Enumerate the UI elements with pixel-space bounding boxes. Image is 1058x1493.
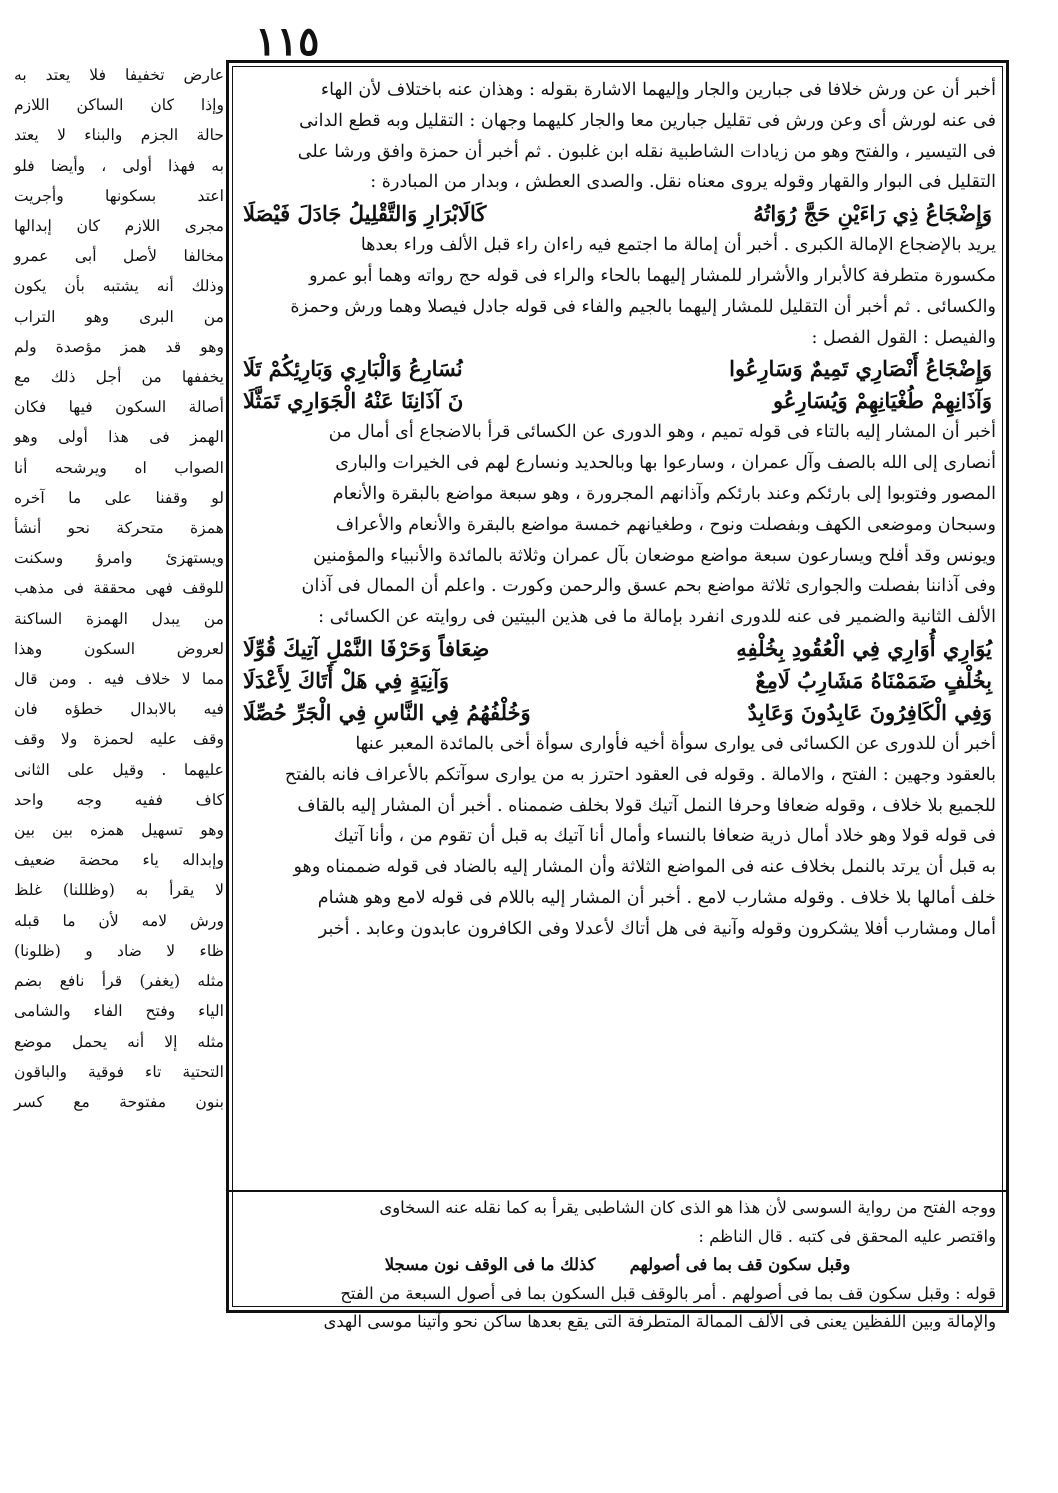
margin-line: عارض تخفيفا فلا يعتد به [14, 66, 224, 84]
margin-line: ورش لامه لأن ما قبله [14, 911, 224, 930]
footnote-line: واقتصر عليه المحقق فى كتبه . قال الناظم : [698, 1226, 996, 1246]
margin-line: مخالفا لأصل أبى عمرو [14, 247, 224, 266]
margin-line: مجرى اللازم كان إبدالها [14, 217, 224, 236]
verse-first-hemistich: وَفِي الْكَافِرُونَ عَابِدُونَ وَعَابِدٌ [747, 699, 992, 725]
margin-line: ظاء لا ضاد و (ظلونا) [14, 941, 224, 960]
verse-second-hemistich: ضِعَافاً وَحَرْفَا النَّمْلِ آتِيكَ قُوِّلَا [243, 635, 490, 661]
footnote-line: والإمالة وبين اللفظين يعنى فى الألف الممالة المتطرفة التى يقع بعدها ساكن نحو وآتينا موسى الهدى [323, 1312, 996, 1331]
commentary-line: وسبحان وموضعى الكهف وبفصلت ونوح ، وطغيانهم خمسة مواضع بالبقرة والأنعام والأعراف [335, 514, 996, 535]
margin-line: لا يقرأ به (وظللنا) غلظ [14, 881, 224, 900]
commentary-line: فى عنه لورش أى وعن ورش فى تقليل جبارين معا والجار كليهما وجهان : التقليل وبه قطع الدانى [299, 110, 996, 131]
commentary-line: التقليل فى البوار والقهار وقوله يروى معناه نقل. والصدى العطش ، وبدار من المبادرة : [370, 172, 996, 193]
verse-second-hemistich: كَالَابْرَارِ وَالتَّقْلِيلُ جَادَلَ فَيْصَلَا [243, 201, 487, 227]
commentary-line: الألف الثانية والضمير فى عنه للدورى انفرد بإمالة ما فى هذين البيتين فى روايته عن الكسائى : [318, 607, 996, 628]
margin-line: يخففها من أجل ذلك مع [14, 368, 224, 387]
verse-second-hemistich: نُسَارِعُ وَالْبَارِي وَبَارِئِكُمْ تَلَا [243, 356, 463, 382]
margin-line: فيه بالابدال خطؤه فان [14, 700, 224, 719]
commentary-line: المصور وفتوبوا إلى بارئكم وعند بارئكم وآذانهم المجرورة ، وهو سبعة مواضع بالبقرة والأنعام [332, 483, 996, 504]
commentary-line: وفى آذاننا بفصلت والجوارى ثلاثة مواضع بحم عسق والرحمن وكورت . واعلم أن الممال فى آذان [301, 576, 996, 597]
verse-second-hemistich: وَآنِيَةٍ فِي هَلْ أَتَاكَ لِأَعْدَلَا [243, 667, 450, 693]
margin-line: مثله (يغفر) قرأ نافع بضم [14, 972, 224, 991]
poem-verse [239, 353, 996, 385]
margin-line: به فهذا أولى ، وأيضا فلو [14, 156, 224, 175]
commentary-line: به قبل أن يرتد بالنمل بخلاف عنه فى المواضع الثلاثة وأن المشار إليه بالضاد فى قوله ضممناه وهو [293, 857, 996, 878]
poem-verse [239, 665, 996, 697]
commentary-line: فى التيسير ، والفتح وهو من زيادات الشاطبية نقله ابن غلبون . ثم أخبر أن حمزة وافق ورشا على [297, 141, 996, 162]
margin-line: التحتية تاء فوقية والباقون [14, 1062, 224, 1081]
margin-line: وإبداله ياء محضة ضعيف [14, 851, 224, 870]
poem-verse [239, 697, 996, 729]
margin-line: حالة الجزم والبناء لا يعتد [14, 126, 224, 145]
margin-line: من البرى وهو التراب [14, 307, 224, 326]
footnote-line: ووجه الفتح من رواية السوسى لأن هذا هو الذى كان الشاطبى يقرأ به كما نقله عنه السخاوى [379, 1198, 996, 1217]
verse-first-hemistich: وَإِضْجَاعُ ذِي رَاءَيْنِ حَجَّ رُوَاتُهُ [753, 201, 992, 227]
margin-line: لعروض السكون وهذا [14, 639, 224, 658]
footnote-verse: وقبل سكون قف بما فى أصولهم كذلك ما فى الوقف نون مسجلا [384, 1255, 851, 1274]
page-number: ١١٥ [255, 18, 320, 65]
commentary-line: والفيصل : القول الفصل : [811, 327, 996, 348]
verse-first-hemistich: وَآذَانِهِمْ طُغْيَانِهِمْ وَيُسَارِعُو [772, 388, 992, 414]
margin-line: مثله إلا أنه يحمل موضع [14, 1032, 224, 1051]
margin-line: مما لا خلاف فيه . ومن قال [14, 670, 224, 689]
margin-line: وإذا كان الساكن اللازم [14, 96, 224, 115]
margin-line: اعتد بسكونها وأجريت [14, 186, 224, 205]
main-text [239, 75, 996, 1183]
main-frame [226, 60, 1009, 1331]
margin-commentary [14, 60, 224, 1320]
commentary-line: مكسورة متطرفة كالأبرار والأشرار للمشار إليهما بالحاء والراء فى قوله حج رواته وهما أبو عمرو [309, 265, 996, 286]
commentary-line: يريد بالإضجاع الإمالة الكبرى . أخبر أن إمالة ما اجتمع فيه راءان راء قبل الألف وراء بعدها [360, 235, 996, 256]
commentary-line: أخبر أن عن ورش خلافا فى جبارين والجار وإليهما الاشارة بقوله : وهذان عنه باختلاف لأن الهاء [320, 80, 996, 100]
margin-line: وذلك أنه يشتبه بأن يكون [14, 277, 224, 296]
footnote-text [239, 1194, 996, 1331]
margin-line: كاف ففيه وجه واحد [14, 790, 224, 809]
margin-line: ويستهزئ وامرؤ وسكنت [14, 549, 224, 568]
margin-line: همزة متحركة نحو أنشأ [14, 519, 224, 538]
commentary-line: أمال ومشارب أفلا يشكرون وقوله وآنية فى هل أتاك لأعدلا وفى الكافرون عابدون وعابد . أخبر [318, 918, 996, 939]
commentary-line: أخبر أن المشار إليه بالتاء فى قوله تميم ، وهو الدورى عن الكسائى قرأ بالاضجاع أى أمال من [328, 422, 996, 443]
verse-second-hemistich: نَ آذَانِنَا عَنْهُ الْجَوَارِي تَمَثَّلَا [243, 388, 464, 414]
commentary-line: للجميع بلا خلاف ، وقوله ضعافا وحرفا النمل آتيك قولا بخلف ضممناه . أخبر أن المشار إليه بالقاف [297, 795, 996, 816]
verse-second-hemistich: وَخُلْفُهُمُ فِي النَّاسِ فِي الْجَرِّ حُصِّلَا [243, 699, 531, 725]
margin-line: وقف عليه لحمزة ولا وقف [14, 730, 224, 749]
poem-verse [239, 633, 996, 665]
margin-line: الصواب اه ويرشحه أنا [14, 458, 224, 477]
commentary-line: بالعقود وجهين : الفتح ، والامالة . وقوله فى العقود احترز به من يوارى سوآتكم بالأعراف فانه بالفتح [284, 764, 996, 785]
poem-verse [239, 385, 996, 417]
commentary-line: ويونس وقد أفلح ويسارعون سبعة مواضع موضعان بآل عمران وثلاثة بالمائدة والأنبياء والمؤمنين [313, 545, 996, 566]
commentary-line: فى قوله قولا وهو خلاد أمال ذرية ضعافا بالنساء وأمال أنا آتيك به قبل أن تقوم من ، وأنا آتيك [333, 826, 996, 847]
margin-line: من يبدل الهمزة الساكنة [14, 609, 224, 628]
margin-line: للوقف فهى محققة فى مذهب [14, 579, 224, 598]
commentary-line: أنصارى إلى الله بالصف وآل عمران ، وسارعوا بها وبالحديد ونسارع لهم فى الخيرات والبارى [335, 453, 996, 474]
margin-line: عليهما . وقيل على الثانى [14, 760, 224, 779]
verse-first-hemistich: وَإِضْجَاعُ أَنْصَارِي تَمِيمٌ وَسَارِعُوا [729, 356, 992, 382]
margin-line: أصالة السكون فيها فكان [14, 398, 224, 417]
commentary-line: أخبر أن للدورى عن الكسائى فى يوارى سوأة أخيه فأوارى سوأة أخى بالمائدة المعبر عنها [355, 733, 996, 754]
margin-line: الهمز فى هذا أولى وهو [14, 428, 224, 447]
footnote-line: قوله : وقبل سكون قف بما فى أصولهم . أمر بالوقف قبل السكون بما فى أصول السبعة من الفتح [340, 1283, 996, 1303]
margin-line: وهو قد همز مؤصدة ولم [14, 337, 224, 356]
footnote-divider [229, 1190, 1006, 1192]
margin-line: لو وقفنا على ما آخره [14, 488, 224, 507]
commentary-line: خلف أمالها بلا خلاف . وقوله مشارب لامع . أخبر أن المشار إليه باللام فى قوله لامع وهو هشام [317, 887, 996, 908]
commentary-line: والكسائى . ثم أخبر أن التقليل للمشار إليهما بالجيم والفاء فى قوله جادل فيصلا وهما ورش وحمزة [290, 296, 996, 317]
poem-verse [239, 198, 996, 230]
margin-line: بنون مفتوحة مع كسر [14, 1092, 224, 1111]
verse-first-hemistich: يُوَارِي أُوَارِي فِي الْعُقُودِ بِخُلْفِهِ [736, 635, 992, 661]
margin-line: وهو تسهيل همزه بين بين [14, 821, 224, 840]
verse-first-hemistich: بِخُلْفٍ ضَمَمْنَاهُ مَشَارِبُ لَامِعٌ [755, 667, 992, 693]
margin-line: الياء وفتح الفاء والشامى [14, 1002, 224, 1021]
